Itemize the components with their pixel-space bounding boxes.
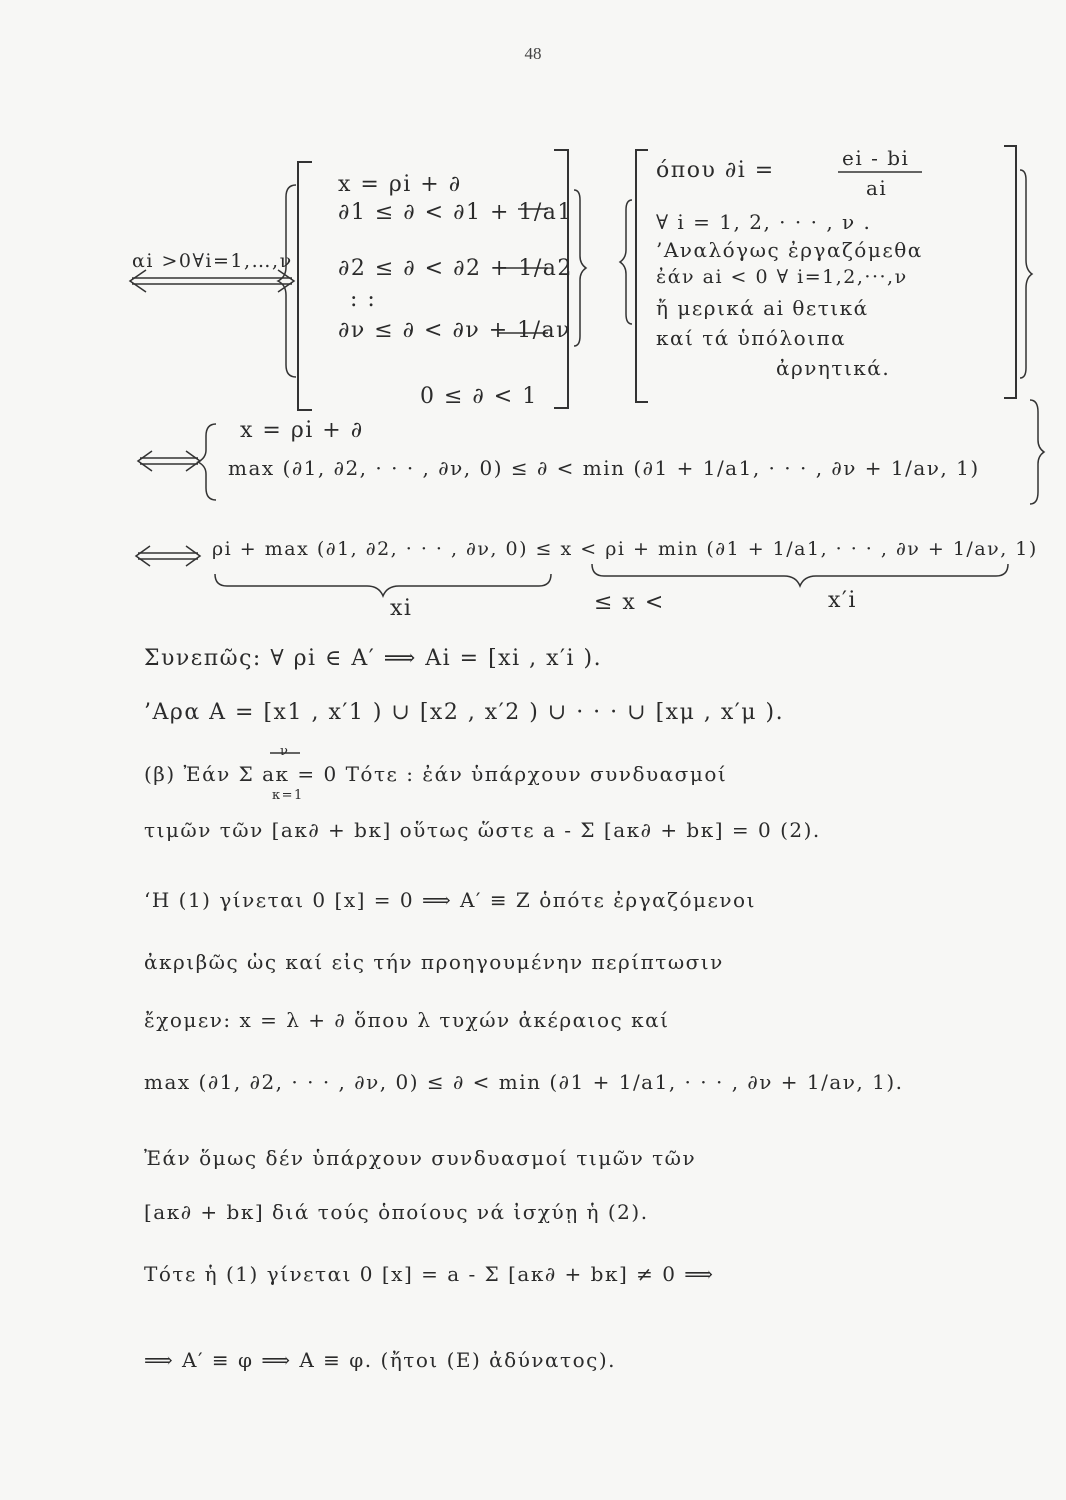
sys2-line2: ∀ i = 1, 2, · · · , ν . [656, 210, 872, 234]
body-line11: Τότε ἡ (1) γίνεται 0 [x] = a - Σ [aκ∂ + bκ] ≠ 0 ⟹ [144, 1262, 715, 1286]
sys2-frac-num: ei - bi [842, 146, 910, 170]
sys1-left-bracket [298, 162, 312, 410]
sys2-left-bracket [636, 150, 648, 402]
sys1-line5: ∂ν ≤ ∂ < ∂ν + 1/aν [338, 318, 572, 343]
body-line5: ‘Η (1) γίνεται 0 [x] = 0 ⟹ A′ ≡ Z ὁπότε ἐργαζόμενοι [144, 888, 756, 912]
block3-middle: ≤ x < [594, 590, 665, 615]
middle-left-brace-icon [620, 200, 632, 324]
body-line9: Ἐάν ὅμως δέν ὑπάρχουν συνδυασμοί τιμῶν τῶν [144, 1146, 697, 1170]
body-line4: τιμῶν τῶν [aκ∂ + bκ] οὕτως ὥστε a - Σ [aκ∂ + bκ] = 0 (2). [144, 818, 821, 842]
block3-xi: xi [390, 596, 413, 621]
page-number: 48 [524, 44, 542, 63]
middle-right-brace-icon [574, 190, 586, 346]
condition-label: αi >0∀i=1,…,ν [132, 250, 293, 272]
body-line8: max (∂1, ∂2, · · · , ∂ν, 0) ≤ ∂ < min (∂1 + 1/a1, · · · , ∂ν + 1/aν, 1). [144, 1070, 904, 1094]
body-line12: ⟹ A′ ≡ φ ⟹ A ≡ φ. (ἤτοι (E) ἀδύνατος). [144, 1348, 616, 1372]
sys2-line5: ἤ μερικά ai θετικά [656, 296, 869, 320]
body-line7: ἔχομεν: x = λ + ∂ ὅπου λ τυχών ἀκέραιος καί [144, 1008, 670, 1032]
sys2-line4: ἐάν ai < 0 ∀ i=1,2,···,ν [656, 266, 908, 288]
block3-xpi: x′i [828, 588, 857, 613]
block2-line1: x = ρi + ∂ [240, 418, 364, 443]
body-line1: Συνεπῶς: ∀ ρi ∈ A′ ⟹ Ai = [xi , x′i ). [144, 646, 603, 671]
sigma-upper-limit: ν [280, 744, 290, 759]
sys1-line1: x = ρi + ∂ [338, 172, 462, 197]
body-line3: (β) Ἐάν Σ aκ = 0 Τότε : ἐάν ὑπάρχουν συνδυασμοί [144, 762, 728, 786]
sigma-lower-limit: κ=1 [272, 788, 304, 803]
underbrace-left [215, 574, 551, 596]
block2-right-brace-icon [1030, 400, 1044, 504]
sys2-line1: όπου ∂i = [656, 158, 775, 183]
underbrace-right [592, 564, 1008, 586]
body-line2: ’Αρα A = [x1 , x′1 ) ∪ [x2 , x′2 ) ∪ · · · ∪ [xμ , x′μ ). [144, 700, 785, 725]
body-line6: ἀκριβῶς ὡς καί εἰς τήν προηγουμένην περίπτωσιν [144, 950, 724, 974]
double-arrow-icon [130, 270, 294, 292]
sys2-line3: ’Αναλόγως ἐργαζόμεθα [656, 238, 923, 262]
double-arrow-icon [136, 546, 200, 566]
block2-left-brace-icon [198, 424, 216, 500]
block2-line2: max (∂1, ∂2, · · · , ∂ν, 0) ≤ ∂ < min (∂1 + 1/a1, · · · , ∂ν + 1/aν, 1) [228, 456, 980, 480]
sys2-line7: ἀρνητικά. [776, 356, 891, 380]
double-arrow-icon [138, 451, 200, 471]
body-line10: [aκ∂ + bκ] διά τούς ὁποίους νά ἰσχύῃ ἡ (2). [144, 1200, 649, 1224]
sys2-line6: καί τά ὑπόλοιπα [656, 326, 847, 350]
block3-line1: ρi + max (∂1, ∂2, · · · , ∂ν, 0) ≤ x < ρi + min (∂1 + 1/a1, · · · , ∂ν + 1/aν, 1) [212, 538, 1038, 560]
sys2-frac-den: ai [866, 176, 888, 200]
sys1-line4: : : [350, 287, 377, 312]
sys2-right-bracket [1004, 146, 1016, 398]
sys1-line6: 0 ≤ ∂ < 1 [420, 384, 538, 409]
sys1-line3: ∂2 ≤ ∂ < ∂2 + 1/a2 [338, 256, 573, 281]
sys1-line2: ∂1 ≤ ∂ < ∂1 + 1/a1 [338, 200, 573, 225]
outer-right-brace-icon [1020, 170, 1032, 378]
